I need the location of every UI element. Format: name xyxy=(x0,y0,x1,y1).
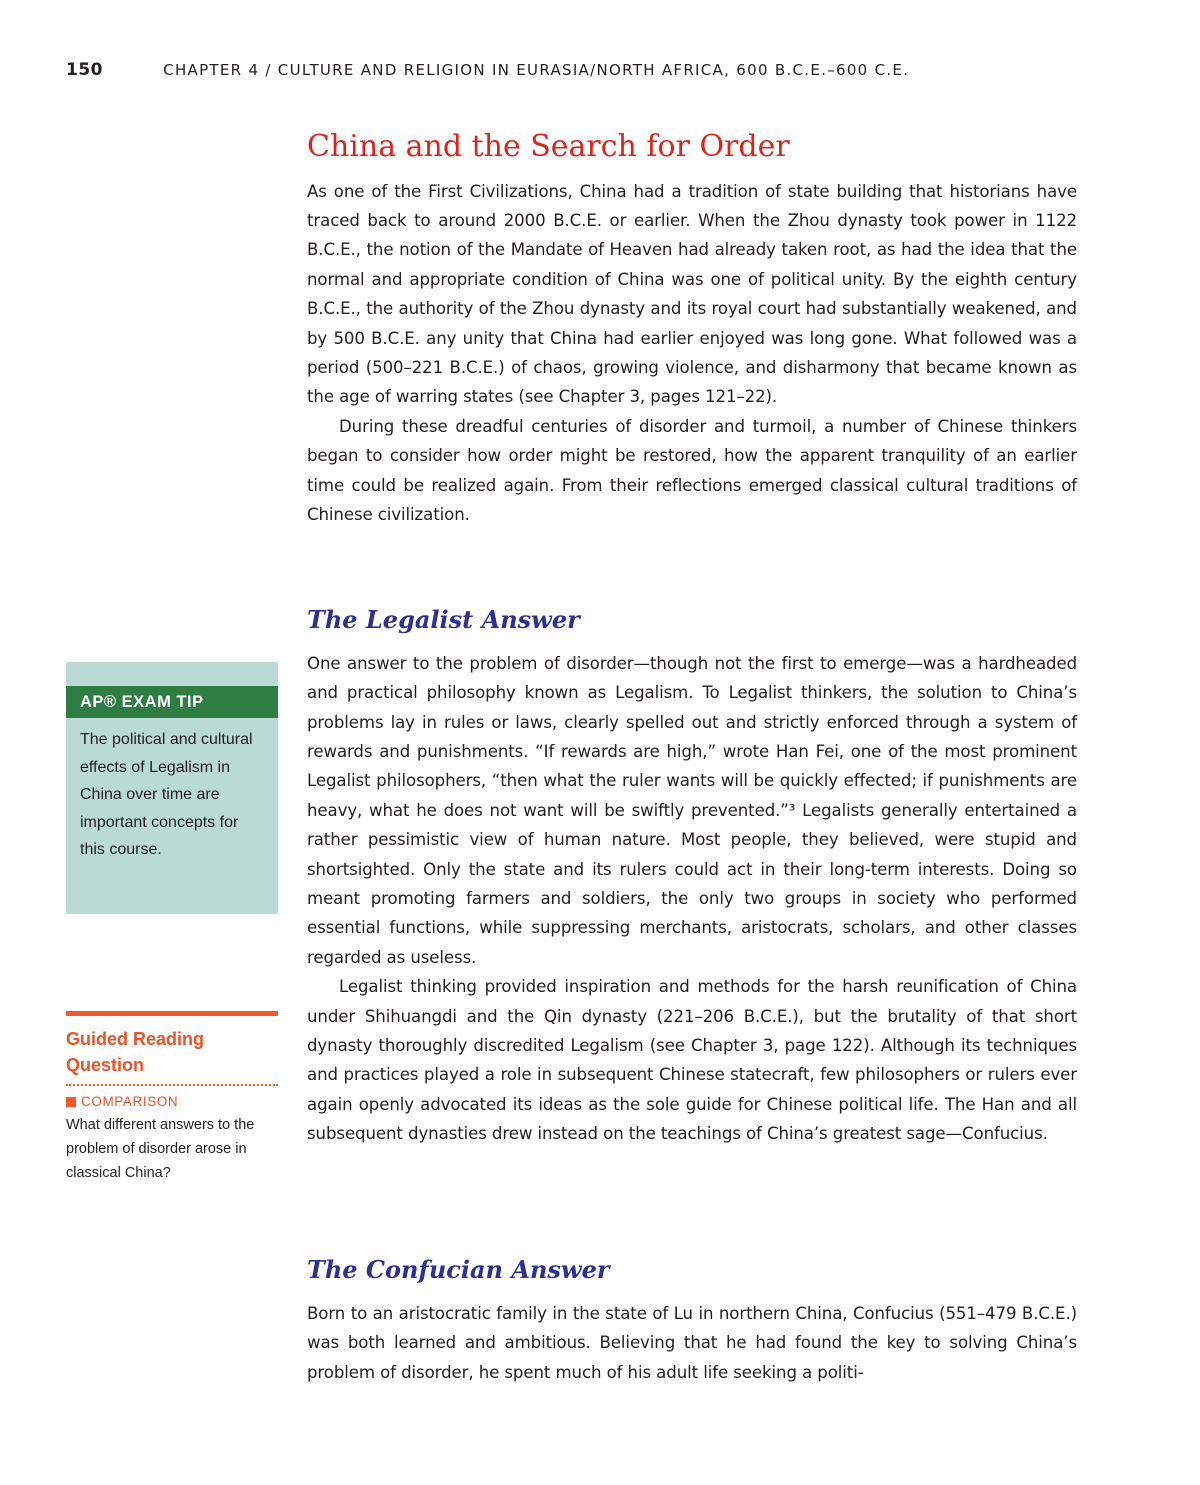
body-paragraph: As one of the First Civilizations, China had a tradition of state building that historians have traced back to around 2000 B.C.E. or earlier. When the Zhou dynasty took power in 1122 B.C.E., the notion of the Mandate of Heaven had already taken root, as had the idea that the normal and appropriate condition of China was one of political unity. By the eighth century B.C.E., the authority of the Zhou dynasty and its royal court had substantially weakened, and by 500 B.C.E. any unity that China had earlier enjoyed was long gone. What followed was a period (500–221 B.C.E.) of chaos, growing violence, and disharmony that became known as the age of warring states (see Chapter 3, pages 121–22). xyxy=(307,181,1077,407)
guided-reading-question: What different answers to the problem of disorder arose in classical China? xyxy=(66,1117,255,1181)
ap-exam-tip-heading: AP® EXAM TIP xyxy=(66,686,278,718)
body-paragraph: Legalist thinking provided inspiration and methods for the harsh reunification of China under Shihuangdi and the Qin dynasty (221–206 B.C.E.), but the brutality of that short dynasty thoroughly discredited Legalism (see Chapter 3, page 122). Although its techniques and practices played a role in subsequent Chinese statecraft, few philosophers or rulers ever again openly advocated its ideas as the sole guide for Chinese political life. The Han and all subsequent dynasties drew instead on the teachings of China’s greatest sage—Confucius. xyxy=(307,977,1077,1144)
subsection-title-legalist: The Legalist Answer xyxy=(307,605,580,634)
page-number: 150 xyxy=(66,60,103,80)
divider xyxy=(66,1084,278,1086)
guided-reading-heading: Guided Reading Question xyxy=(66,1029,205,1075)
subsection-title-confucian: The Confucian Answer xyxy=(307,1255,610,1284)
divider xyxy=(66,1011,278,1016)
chapter-title: CHAPTER 4 / CULTURE AND RELIGION IN EURASIA/NORTH AFRICA, 600 B.C.E.–600 C.E. xyxy=(163,61,910,79)
ap-exam-tip-box xyxy=(66,662,278,914)
confucian-section xyxy=(307,1256,1077,1387)
main-section xyxy=(307,130,1077,529)
ap-exam-tip-text: The political and cultural effects of Legalism in China over time are important concepts for this course. xyxy=(80,731,253,858)
legalist-section xyxy=(307,606,1077,1149)
square-bullet-icon xyxy=(66,1097,76,1107)
body-paragraph: During these dreadful centuries of disorder and turmoil, a number of Chinese thinkers began to consider how order might be restored, how the apparent tranquility of an earlier time could be realized again. From their reflections emerged classical cultural traditions of Chinese civilization. xyxy=(307,416,1077,524)
body-paragraph: Born to an aristocratic family in the state of Lu in northern China, Confucius (551–479 B.C.E.) was both learned and ambitious. Believing that he had found the key to solving China’s problem of disorder, he spent much of his adult life seeking a politi- xyxy=(307,1303,1077,1382)
guided-reading-box xyxy=(66,1011,278,1185)
guided-reading-label xyxy=(66,1094,278,1109)
section-title: China and the Search for Order xyxy=(307,129,790,164)
body-paragraph: One answer to the problem of disorder—though not the first to emerge—was a hardheaded and practical philosophy known as Legalism. To Legalist thinkers, the solution to China’s problems lay in rules or laws, clearly spelled out and strictly enforced through a system of rewards and punishments. “If rewards are high,” wrote Han Fei, one of the most prominent Legalist philosophers, “then what the ruler wants will be quickly effected; if punishments are heavy, what he does not want will be swiftly prevented.”³ Legalists generally entertained a rather pessimistic view of human nature. Most people, they believed, were stupid and shortsighted. Only the state and its rulers could act in their long-term interests. Doing so meant promoting farmers and soldiers, the only two groups in society who performed essential functions, while suppressing merchants, aristocrats, scholars, and other classes regarded as useless. xyxy=(307,653,1077,967)
comparison-label: COMPARISON xyxy=(81,1094,179,1109)
running-head xyxy=(66,60,1166,80)
